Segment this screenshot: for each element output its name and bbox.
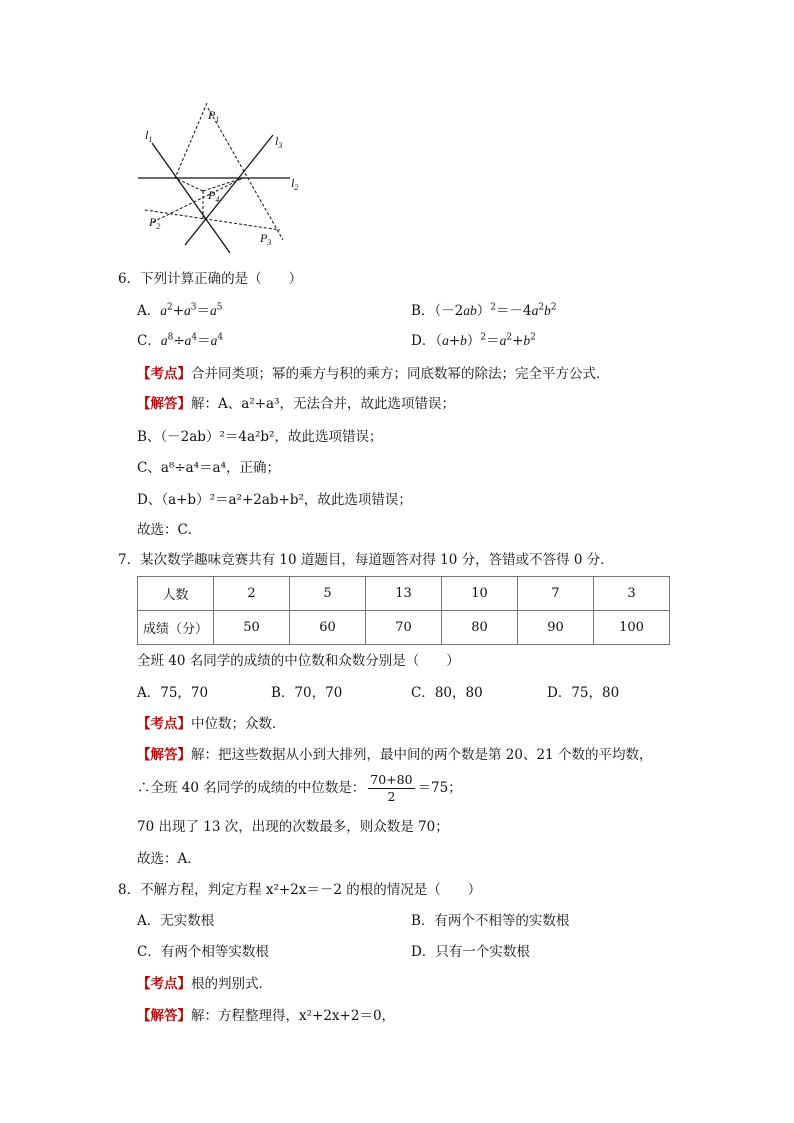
- table-cell: 3: [594, 577, 670, 611]
- q7-question: 全班 40 名同学的成绩的中位数和众数分别是（ ）: [137, 653, 460, 669]
- label-p2: $P_2$: [149, 215, 161, 231]
- q7-option-c: C．80，80: [411, 685, 483, 701]
- dashed-p2-p3: [145, 210, 280, 230]
- table-row: [138, 611, 670, 645]
- table-cell: 90: [518, 611, 594, 645]
- line-l3: [185, 135, 273, 245]
- jieda-tag: 【解答】: [137, 747, 191, 763]
- q7-kaodian: 【考点】中位数；众数．: [137, 716, 286, 732]
- q8-kaodian: 【考点】根的判别式．: [137, 976, 272, 992]
- table-cell: 60: [290, 611, 366, 645]
- score-table: [137, 576, 670, 645]
- kaodian-tag: 【考点】: [137, 716, 191, 732]
- label-p4: $P_4$: [208, 188, 220, 204]
- q6-option-d: D．$(a+b)^2=a^2+b^2$: [411, 332, 536, 349]
- dashed-p2-l3: [153, 178, 243, 222]
- jieda-tag: 【解答】: [137, 396, 191, 412]
- label-p1: $P_1$: [208, 108, 220, 124]
- q6-sol-d: D、（a+b）²＝a²+2ab+b²，故此选项错误；: [137, 492, 412, 508]
- q6-option-b: B．$(-2ab)^2=-4a^2b^2$: [411, 302, 557, 319]
- q6-sol-a: 解：A、a²+a³，无法合并，故此选项错误；: [191, 396, 455, 412]
- table-cell: 80: [442, 611, 518, 645]
- q8-option-c: C．有两个相等实数根: [137, 944, 269, 960]
- table-header-cell: 成绩（分）: [138, 611, 214, 645]
- q6-option-a: A．$a^2+a^3=a^5$: [137, 302, 223, 319]
- table-cell: 100: [594, 611, 670, 645]
- q7-median-line: ∴全班 40 名同学的成绩的中位数是： $\frac{70+80}{2}$ ＝75；: [137, 772, 462, 804]
- q8-stem: 8．不解方程，判定方程 x²+2x＝－2 的根的情况是（ ）: [118, 882, 482, 898]
- q7-option-a: A．75，70: [137, 685, 209, 701]
- q6-sol-b: B、（－2ab）²＝4a²b²，故此选项错误；: [137, 429, 383, 445]
- q7-option-b: B．70，70: [271, 685, 343, 701]
- dashed-p1-l1: [175, 103, 207, 178]
- label-l3: $l_3$: [275, 134, 283, 150]
- table-cell: 2: [214, 577, 290, 611]
- q8-jieda: 【解答】解：方程整理得，x²+2x+2＝0，: [137, 1008, 396, 1024]
- table-cell: 70: [366, 611, 442, 645]
- q8-option-a: A．无实数根: [137, 913, 215, 929]
- q8-option-d: D．只有一个实数根: [411, 944, 530, 960]
- q8-option-b: B．有两个不相等的实数根: [411, 913, 570, 929]
- q6-kaodian: 【考点】合并同类项；幂的乘方与积的乘方；同底数幂的除法；完全平方公式．: [137, 366, 610, 382]
- table-cell: 50: [214, 611, 290, 645]
- table-cell: 5: [290, 577, 366, 611]
- table-cell: 10: [442, 577, 518, 611]
- q6-jieda: [137, 394, 455, 414]
- dashed-p1-p3: [208, 108, 283, 240]
- label-l2: $l_2$: [291, 176, 299, 192]
- label-p3: $P_3$: [260, 231, 272, 247]
- q7-mode-line: 70 出现了 13 次，出现的次数最多，则众数是 70；: [137, 819, 449, 835]
- table-row: [138, 577, 670, 611]
- q7-answer: 故选：A．: [137, 851, 201, 867]
- dashed-p4-l1: [175, 178, 203, 191]
- geometry-figure: [135, 95, 305, 255]
- median-fraction: $\frac{70+80}{2}$: [370, 772, 413, 804]
- q6-option-c: C．$a^8\div a^4=a^4$: [137, 332, 224, 349]
- kaodian-tag: 【考点】: [137, 366, 191, 382]
- table-cell: 7: [518, 577, 594, 611]
- q6-stem: 6．下列计算正确的是（ ）: [118, 271, 303, 287]
- kaodian-tag: 【考点】: [137, 976, 191, 992]
- table-cell: 13: [366, 577, 442, 611]
- jieda-tag: 【解答】: [137, 1008, 191, 1024]
- table-header-cell: 人数: [138, 577, 214, 611]
- q7-stem: 7．某次数学趣味竞赛共有 10 道题目，每道题答对得 10 分，答错或不答得 0 分．: [118, 552, 614, 568]
- q6-answer: 故选：C．: [137, 522, 202, 538]
- label-l1: $l_1$: [145, 128, 153, 144]
- q7-option-d: D．75，80: [547, 685, 620, 701]
- q7-jieda: 【解答】解：把这些数据从小到大排列，最中间的两个数是第 20、21 个数的平均数，: [137, 747, 653, 763]
- q6-sol-c: C、a⁸÷a⁴＝a⁴，正确；: [137, 460, 281, 476]
